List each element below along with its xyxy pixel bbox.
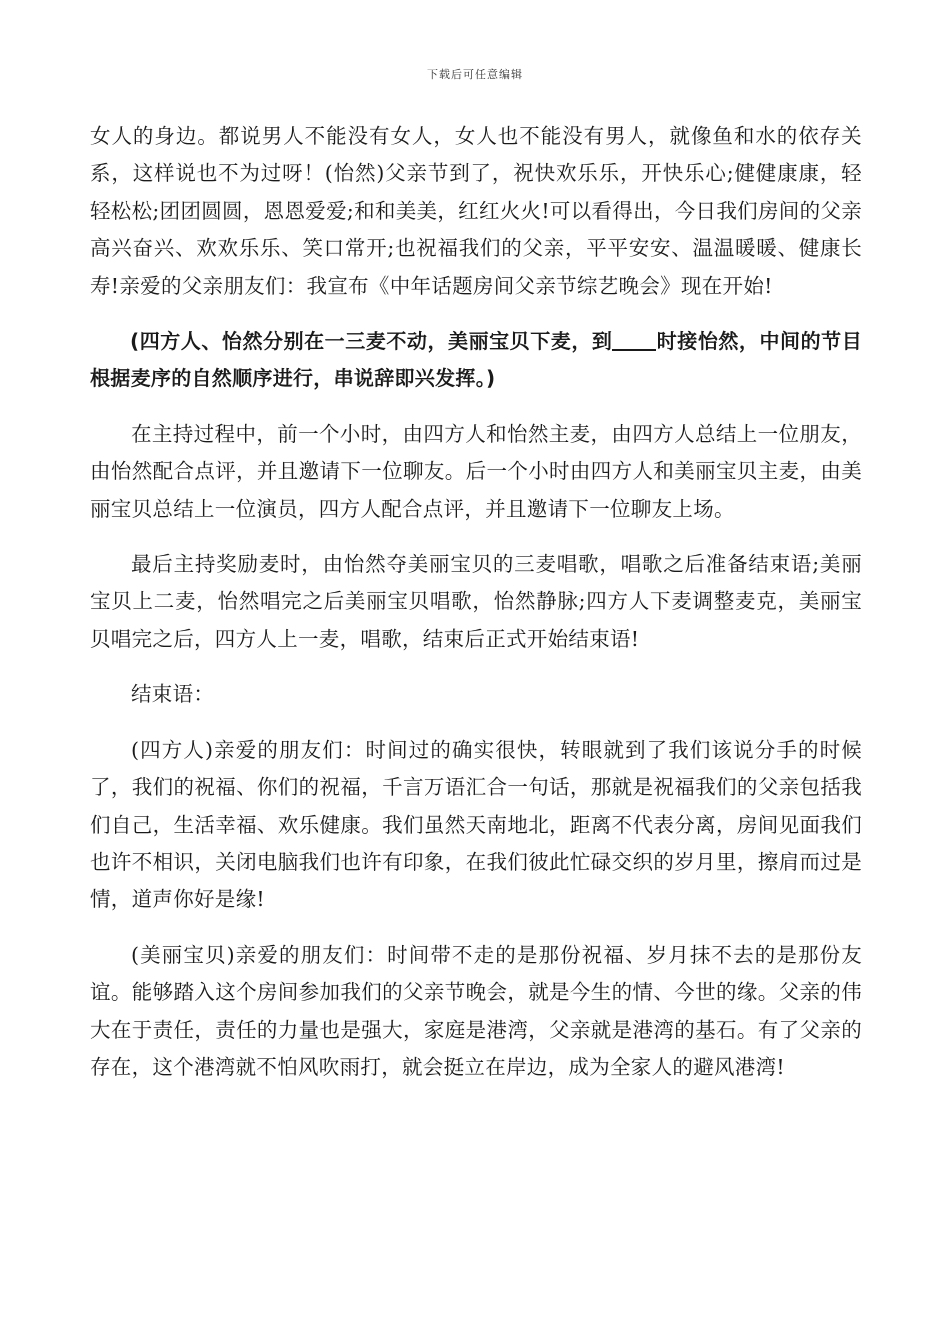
fill-in-blank [612,329,656,351]
stage-direction-text-start: (四方人、怡然分别在一三麦不动，美丽宝贝下麦，到 [130,329,613,354]
closing-remarks-heading: 结束语： [131,682,215,707]
paragraph-opening-continued: 女人的身边。都说男人不能没有女人，女人也不能没有男人，就像鱼和水的依存关系，这样说也不为过呀！(怡然)父亲节到了，祝快欢乐乐，开快乐心;健健康康，轻轻松松;团团圆圆，恩恩爱爱;和和美美，红红火火!可以看得出，今日我们房间的父亲高兴奋兴、欢欢乐乐、笑口常开;也祝福我们的父亲，平平安安、温温暖暖、健康长寿!亲爱的父亲朋友们：我宣布《中年话题房间父亲节综艺晚会》现在开始! [90,124,862,298]
paragraph-closing-sifangren: (四方人)亲爱的朋友们：时间过的确实很快，转眼就到了我们该说分手的时候了，我们的祝福、你们的祝福，千言万语汇合一句话，那就是祝福我们的父亲包括我们自己，生活幸福、欢乐健康。我们虽然天南地北，距离不代表分离，房间见面我们也许不相识，关闭电脑我们也许有印象，在我们彼此忙碌交织的岁月里，擦肩而过是情，道声你好是缘! [90,737,862,912]
paragraph-stage-direction [90,323,862,398]
paragraph-reward-mic: 最后主持奖励麦时，由怡然夺美丽宝贝的三麦唱歌，唱歌之后准备结束语;美丽宝贝上二麦，怡然唱完之后美丽宝贝唱歌，怡然静脉;四方人下麦调整麦克，美丽宝贝唱完之后，四方人上一麦，唱歌，结束后正式开始结束语! [90,552,862,651]
paragraph-closing-meilibaobei: (美丽宝贝)亲爱的朋友们：时间带不走的是那份祝福、岁月抹不去的是那份友谊。能够踏入这个房间参加我们的父亲节晚会，就是今生的情、今世的缘。父亲的伟大在于责任，责任的力量也是强大，家庭是港湾，父亲就是港湾的基石。有了父亲的存在，这个港湾就不怕风吹雨打，就会挺立在岸边，成为全家人的避风港湾! [90,942,862,1079]
document-body [90,118,862,1086]
stage-direction-text-end: 时接怡然，中间的节目根据麦序的自然顺序进行，串说辞即兴发挥。) [90,329,862,391]
page-header-note: 下载后可任意编辑 [427,68,523,81]
paragraph-hosting-process: 在主持过程中，前一个小时，由四方人和怡然主麦，由四方人总结上一位朋友，由怡然配合点评，并且邀请下一位聊友。后一个小时由四方人和美丽宝贝主麦，由美丽宝贝总结上一位演员，四方人配合点评，并且邀请下一位聊友上场。 [90,421,862,521]
